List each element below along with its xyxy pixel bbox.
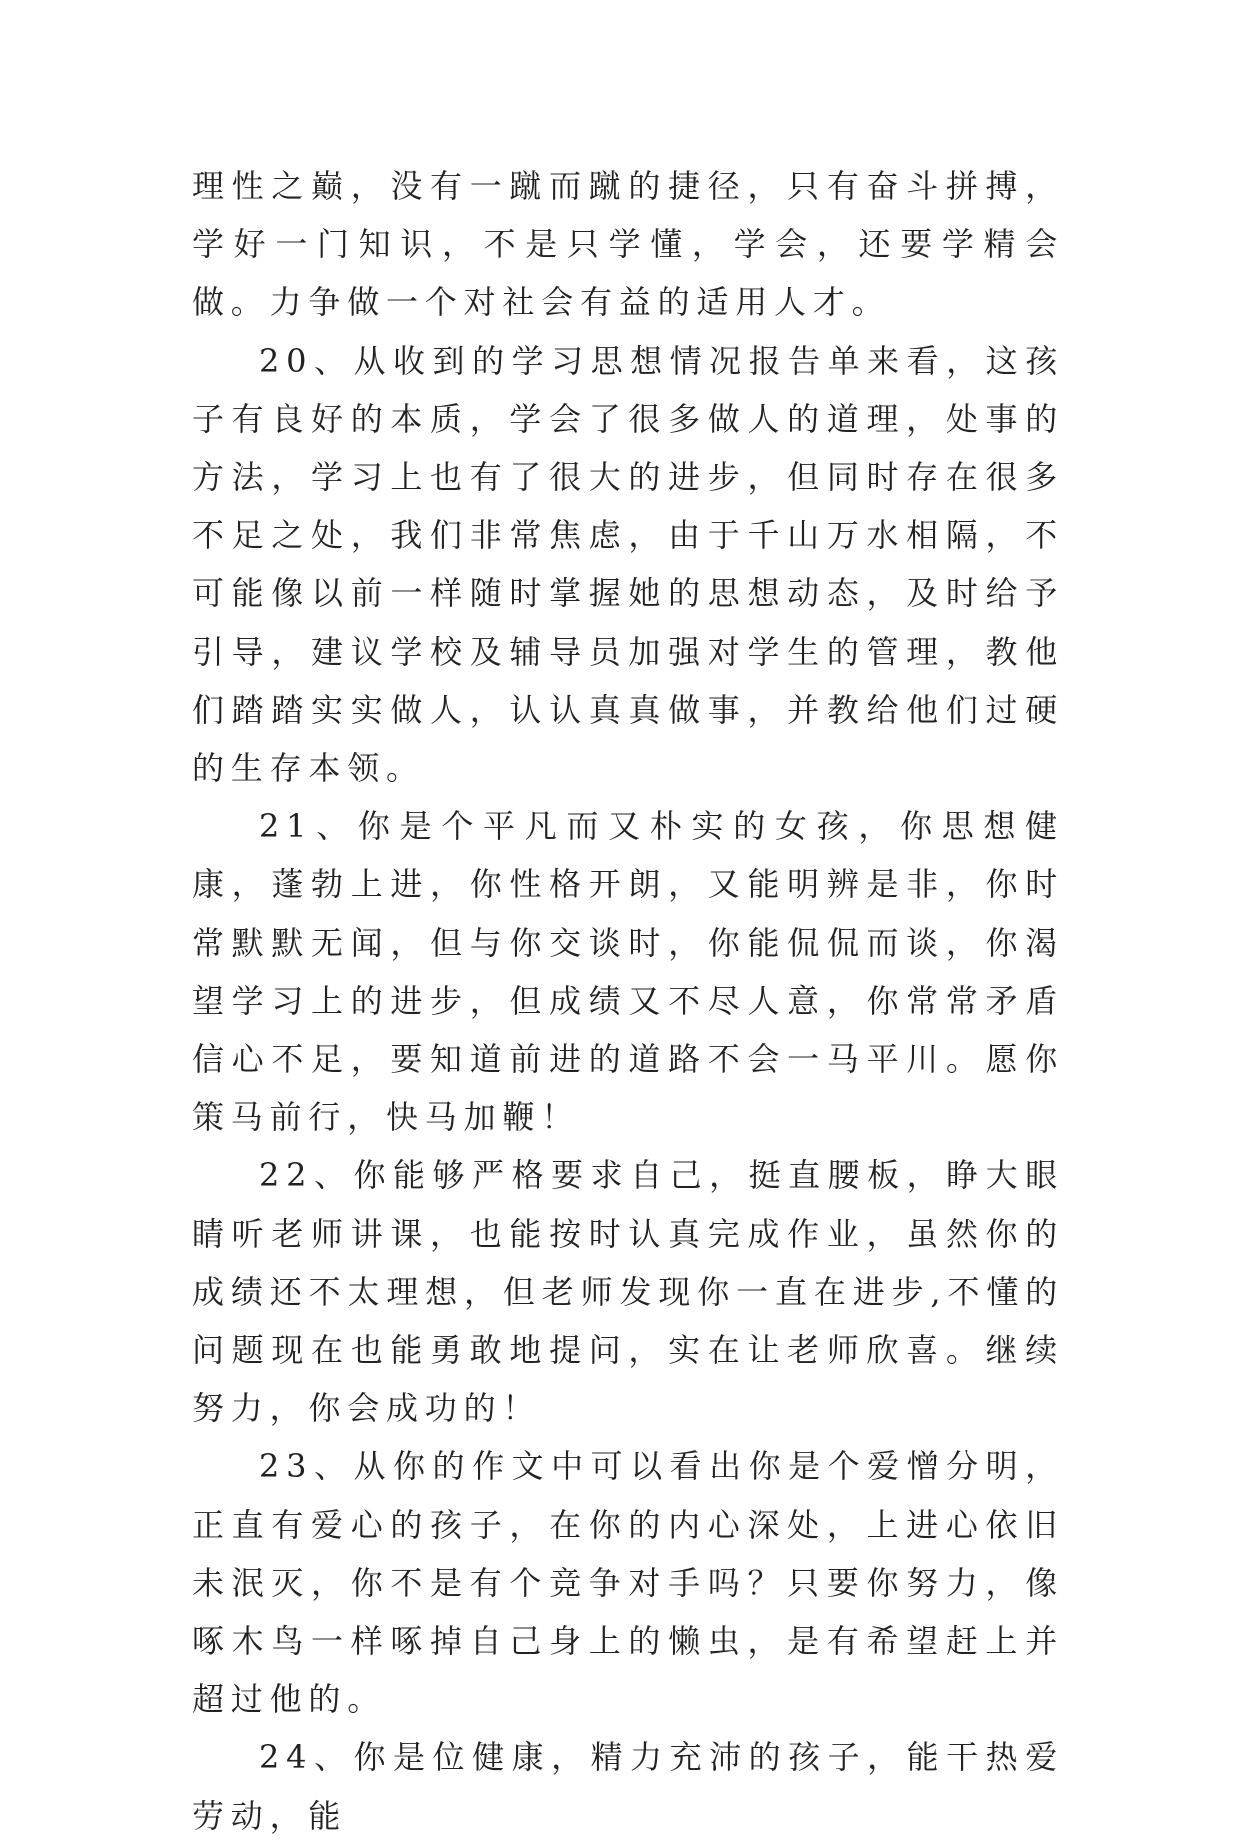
paragraph-comment-22: 22、你能够严格要求自己，挺直腰板，睁大眼睛听老师讲课，也能按时认真完成作业，虽然你的成绩还不太理想，但老师发现你一直在进步,不懂的问题现在也能勇敢地提问，实在让老师欣喜。继续努力，你会成功的！ xyxy=(192,1156,1064,1428)
paragraph-comment-23: 23、从你的作文中可以看出你是个爱憎分明，正直有爱心的孩子，在你的内心深处，上进心依旧未泯灭，你不是有个竞争对手吗？只要你努力，像啄木鸟一样啄掉自己身上的懒虫，是有希望赶上并超过他的。 xyxy=(192,1447,1064,1719)
document-body xyxy=(192,157,1064,1845)
paragraph-comment-21: 21、你是个平凡而又朴实的女孩，你思想健康，蓬勃上进，你性格开朗，又能明辨是非，你时常默默无闻，但与你交谈时，你能侃侃而谈，你渴望学习上的进步，但成绩又不尽人意，你常常矛盾信心不足，要知道前进的道路不会一马平川。愿你策马前行，快马加鞭！ xyxy=(192,807,1064,1137)
paragraph-comment-24: 24、你是位健康，精力充沛的孩子，能干热爱劳动，能 xyxy=(192,1738,1064,1835)
paragraph-continuation: 理性之巅，没有一蹴而蹴的捷径，只有奋斗拼搏，学好一门知识，不是只学懂，学会，还要学精会做。力争做一个对社会有益的适用人才。 xyxy=(192,167,1064,322)
paragraph-comment-20: 20、从收到的学习思想情况报告单来看，这孩子有良好的本质，学会了很多做人的道理，处事的方法，学习上也有了很大的进步，但同时存在很多不足之处，我们非常焦虑，由于千山万水相隔，不可能像以前一样随时掌握她的思想动态，及时给予引导，建议学校及辅导员加强对学生的管理，教他们踏踏实实做人，认认真真做事，并教给他们过硬的生存本领。 xyxy=(192,341,1064,788)
